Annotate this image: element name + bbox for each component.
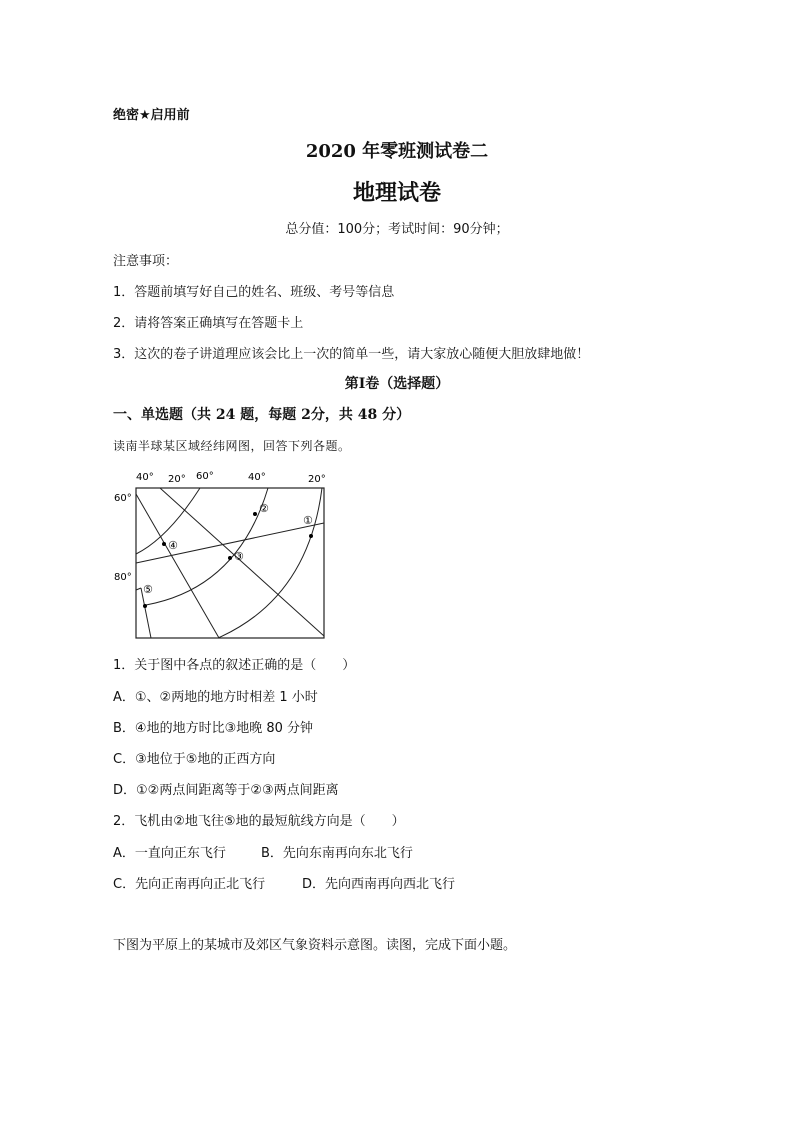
meridian-line (136, 494, 219, 638)
latitude-label: 80° (114, 572, 132, 583)
subject-title: 地理试卷 (352, 180, 441, 206)
longitude-label: 20° (308, 474, 326, 485)
latitude-label: 60° (196, 471, 214, 482)
longitude-label: 40° (136, 472, 154, 483)
map-frame (136, 488, 324, 638)
notes-heading: 注意事项： (113, 254, 179, 269)
option-b[interactable]: B．先向东南再向东北飞行 (261, 846, 413, 861)
meridian-line (136, 588, 141, 590)
question-stem: 1．关于图中各点的叙述正确的是（ ） (113, 658, 356, 673)
latitude-label: 60° (114, 493, 132, 504)
longitude-label: 40° (248, 472, 266, 483)
option-a[interactable]: A．①、②两地的地方时相差 1 小时 (113, 690, 318, 705)
exam-title: 2020 年零班测试卷二 (305, 141, 489, 162)
point-marker (162, 542, 166, 546)
point-label: ② (259, 502, 269, 515)
note-item: 3．这次的卷子讲道理应该会比上一次的简单一些，请大家放心随便大胆放肆地做！ (113, 347, 590, 362)
option-c[interactable]: C．③地位于⑤地的正西方向 (113, 752, 276, 767)
option-d[interactable]: D．先向西南再向西北飞行 (302, 877, 456, 892)
next-prompt: 下图为平原上的某城市及郊区气象资料示意图。读图，完成下面小题。 (113, 938, 517, 953)
note-item: 1．答题前填写好自己的姓名、班级、考号等信息 (113, 285, 395, 300)
point-marker (143, 604, 147, 608)
option-b[interactable]: B．④地的地方时比③地晚 80 分钟 (113, 721, 314, 736)
parallel-arc (218, 488, 322, 638)
point-marker (309, 534, 313, 538)
option-a[interactable]: A．一直向正东飞行 (113, 846, 226, 861)
part-heading: 一、单选题（共 24 题，每题 2分，共 48 分） (113, 407, 411, 423)
option-c[interactable]: C．先向正南再向正北飞行 (113, 877, 266, 892)
parallel-arc (146, 488, 268, 605)
option-d[interactable]: D．①②两点间距离等于②③两点间距离 (113, 783, 339, 798)
point-label: ④ (168, 539, 178, 552)
point-label: ⑤ (143, 583, 153, 596)
exam-info: 总分值：100分；考试时间：90分钟； (285, 222, 509, 237)
point-marker (253, 512, 257, 516)
confidential-label: 绝密★启用前 (113, 108, 190, 123)
map-prompt: 读南半球某区域经纬网图，回答下列各题。 (113, 439, 351, 453)
longitude-label: 20° (168, 474, 186, 485)
point-marker (228, 556, 232, 560)
note-item: 2．请将答案正确填写在答题卡上 (113, 316, 304, 331)
section-title: 第Ⅰ卷（选择题） (344, 376, 450, 392)
point-label: ③ (234, 550, 244, 563)
point-label: ① (303, 514, 313, 527)
graticule-map (108, 468, 332, 646)
question-stem: 2．飞机由②地飞往⑤地的最短航线方向是（ ） (113, 814, 405, 829)
